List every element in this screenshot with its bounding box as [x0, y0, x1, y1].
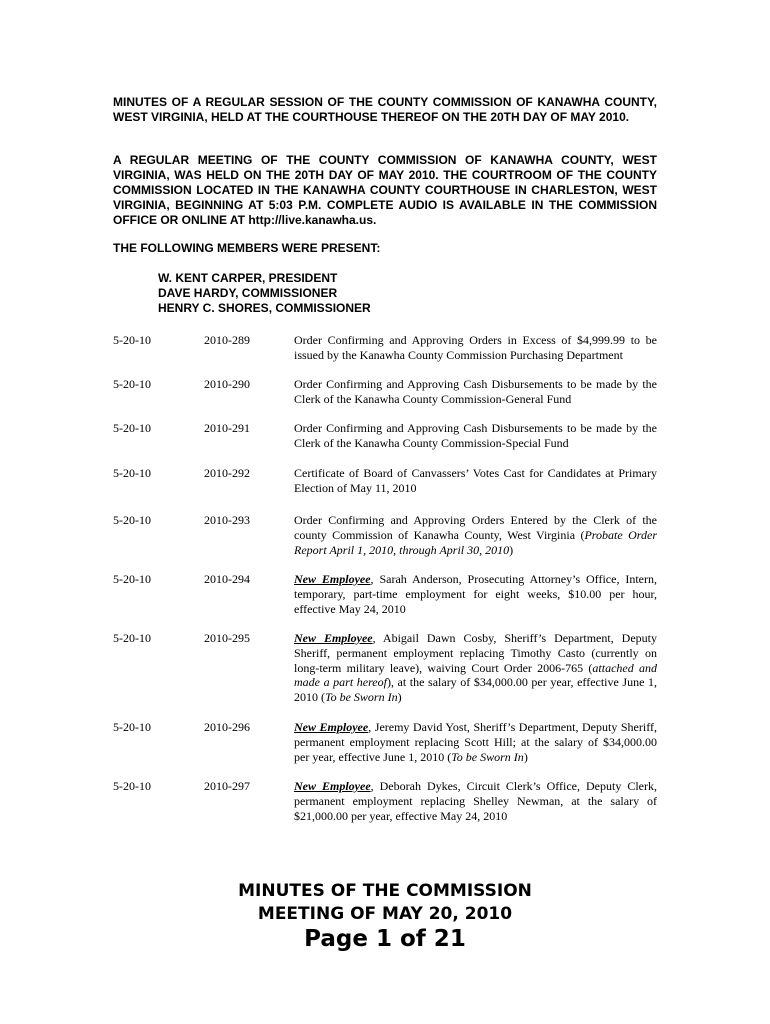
entry-italic-text: Probate Order Report April 1, 2010, through April 30, 2010 — [294, 527, 657, 557]
entry-date: 5-20-10 — [113, 572, 151, 586]
intro-paragraph: A REGULAR MEETING OF THE COUNTY COMMISSION OF KANAWHA COUNTY, WEST VIRGINIA, WAS HELD ON THE 20TH DAY OF MAY 2010. THE COURTROOM OF THE COUNTY COMMISSION LOCATED IN THE KANAWHA COUNTY COURTHOUSE IN CHARLESTON, WEST VIRGINIA, BEGINNING AT 5:03 P.M. COMPLETE AUDIO IS AVAILABLE IN THE COMMISSION OFFICE OR ONLINE AT http://live.kanawha.us. — [113, 153, 657, 227]
entry-text: ) — [523, 749, 528, 764]
entry-italic-text: To be Sworn In — [325, 690, 398, 705]
entry-label: New Employee — [294, 720, 369, 734]
page-number: Page 1 of 21 — [304, 926, 466, 952]
footer-title: MINUTES OF THE COMMISSION — [238, 881, 532, 901]
entry-number: 2010-295 — [204, 631, 250, 645]
member: DAVE HARDY, COMMISSIONER — [158, 286, 338, 300]
entry-date: 5-20-10 — [113, 779, 151, 793]
entry-label: New Employee — [294, 779, 371, 793]
entry-text: ), at the salary of $34,000.00 per year, effective June 1, 2010 ( — [294, 675, 657, 705]
entry-number: 2010-292 — [204, 466, 250, 480]
entry-text: , Deborah Dykes, Circuit Clerk’s Office, Deputy Clerk, permanent employment replacing Shelley Newman, at the salary of $21,000.00 per year, effective May 24, 2010 — [294, 779, 657, 823]
entry-text: ) — [509, 542, 514, 557]
entry-date: 5-20-10 — [113, 720, 151, 734]
entry-number: 2010-297 — [204, 779, 250, 793]
entry-date: 5-20-10 — [113, 466, 151, 480]
entry-description — [294, 631, 657, 705]
entry-text: , Sarah Anderson, Prosecuting Attorney’s Office, Intern, temporary, part-time employment for eight weeks, $10.00 per hour, effective May 24, 2010 — [294, 572, 657, 616]
entry-text: ) — [397, 690, 402, 705]
entry-label: New Employee — [294, 631, 373, 645]
entry-number: 2010-291 — [204, 421, 250, 435]
entry-description: Order Confirming and Approving Cash Disbursements to be made by the Clerk of the Kanawha County Commission-Special Fund — [294, 421, 657, 450]
entry-description: Order Confirming and Approving Cash Disbursements to be made by the Clerk of the Kanawha County Commission-General Fund — [294, 377, 657, 406]
entry-date: 5-20-10 — [113, 377, 151, 391]
member: HENRY C. SHORES, COMMISSIONER — [158, 301, 371, 315]
entry-description: Order Confirming and Approving Orders in Excess of $4,999.99 to be issued by the Kanawha County Commission Purchasing Department — [294, 333, 657, 362]
entry-date: 5-20-10 — [113, 333, 151, 347]
entry-date: 5-20-10 — [113, 631, 151, 645]
member: W. KENT CARPER, PRESIDENT — [158, 271, 338, 285]
members-heading: THE FOLLOWING MEMBERS WERE PRESENT: — [113, 241, 381, 255]
entry-number: 2010-293 — [204, 513, 250, 527]
entry-label: New Employee — [294, 572, 371, 586]
entry-italic-text: To be Sworn In — [451, 749, 524, 764]
entry-number: 2010-290 — [204, 377, 250, 391]
entry-text: Order Confirming and Approving Orders Entered by the Clerk of the county Commission of Kanawha County, West Virginia ( — [294, 513, 657, 542]
entry-description — [294, 513, 657, 557]
entry-date: 5-20-10 — [113, 513, 151, 527]
entry-description — [294, 572, 657, 616]
footer-date: MEETING OF MAY 20, 2010 — [257, 904, 513, 924]
entry-number: 2010-294 — [204, 572, 250, 586]
entry-text: , Jeremy David Yost, Sheriff’s Department, Deputy Sheriff, permanent employment replacing Scott Hill; at the salary of $34,000.00 per year, effective June 1, 2010 ( — [294, 720, 657, 764]
entry-date: 5-20-10 — [113, 421, 151, 435]
entry-number: 2010-289 — [204, 333, 250, 347]
entry-description — [294, 779, 657, 823]
entry-number: 2010-296 — [204, 720, 250, 734]
entry-description: Certificate of Board of Canvassers’ Votes Cast for Candidates at Primary Election of May 11, 2010 — [294, 466, 657, 495]
document-title: MINUTES OF A REGULAR SESSION OF THE COUNTY COMMISSION OF KANAWHA COUNTY, WEST VIRGINIA, HELD AT THE COURTHOUSE THEREOF ON THE 20TH DAY OF MAY 2010. — [113, 95, 657, 124]
entry-description — [294, 720, 657, 764]
entry-italic-text: attached and made a part hereof — [294, 660, 658, 690]
entry-text: , Abigail Dawn Cosby, Sheriff’s Department, Deputy Sheriff, permanent employment replacing Timothy Casto (currently on long-term military leave), waiving Court Order 2006-765 ( — [294, 631, 657, 675]
members-list — [158, 271, 371, 316]
